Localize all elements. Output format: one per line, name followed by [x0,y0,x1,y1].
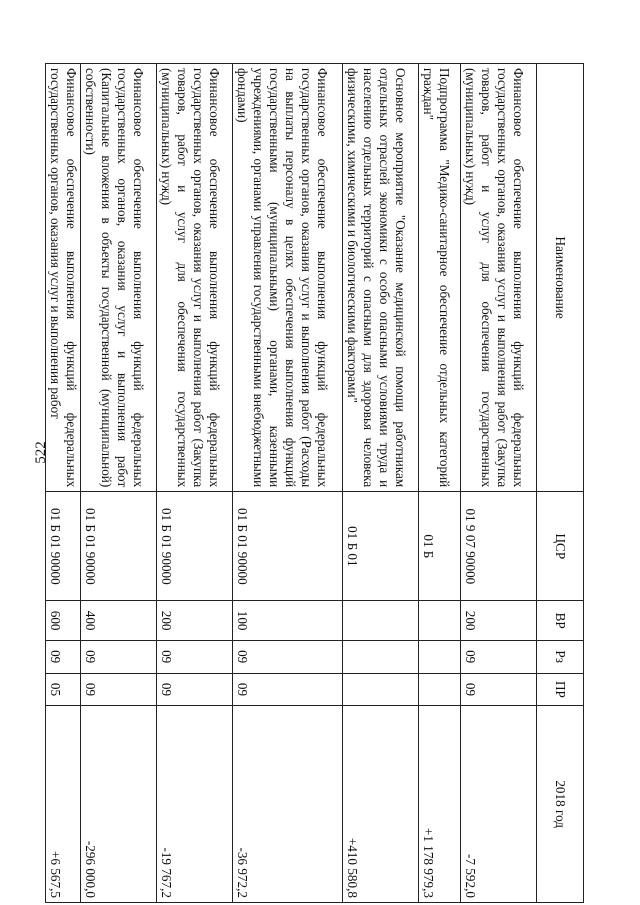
row-amount: -19 767,2 [157,706,233,903]
table-row [233,64,343,903]
row-name: Подпрограмма "Медико-санитарное обеспечение отдельных категорий граждан" [419,64,461,492]
row-name: Финансовое обеспечение выполнения функций федеральных государственных органов, оказания услуг и выполнения работ [46,64,81,492]
row-rz: 09 [81,640,157,673]
row-pr: 09 [461,673,537,706]
table-row [157,64,233,903]
table-row [46,64,81,903]
row-rz: 09 [46,640,81,673]
row-name: Финансовое обеспечение выполнения функций федеральных государственных органов, оказания услуг и выполнения работ (Закупка товаров, работ и услуг для обеспечения государственных (муниципальных) нужд) [157,64,233,492]
row-vr: 200 [157,601,233,640]
row-csr: 01 9 07 90000 [461,492,537,601]
row-rz: 09 [461,640,537,673]
row-csr: 01 Б [419,492,461,601]
row-vr: 400 [81,601,157,640]
row-pr: 09 [81,673,157,706]
row-name: Финансовое обеспечение выполнения функций федеральных государственных органов, оказания услуг и выполнения работ (Расходы на выплаты персоналу в целях обеспечения выполнения функций государственными (муниципальными) органами, казенными учреждениями, органами управления государственными внебюджетными фондами) [233,64,343,492]
table-row [81,64,157,903]
table-header-row [537,64,584,903]
row-name: Основное мероприятие "Оказание медицинской помощи работникам отдельных отраслей экономики с особо опасными условиями труда и населению отдельных территорий с опасными для здоровья человека физическими, химическими и биологическими факторами" [343,64,419,492]
table-row [461,64,537,903]
table-row [343,64,419,903]
header-name: Наименование [537,64,584,492]
row-csr: 01 Б 01 90000 [157,492,233,601]
row-rz [419,640,461,673]
page-number-text: 522 [32,440,49,464]
row-amount: +6 567,5 [46,706,81,903]
row-vr: 200 [461,601,537,640]
row-rz: 09 [233,640,343,673]
row-pr: 05 [46,673,81,706]
header-year: 2018 год [537,706,584,903]
row-name: Финансовое обеспечение выполнения функций федеральных государственных органов, оказания услуг и выполнения работ (Капитальные вложения в объекты государственной (муниципальной) собственности) [81,64,157,492]
header-rz: Рз [537,640,584,673]
row-pr [419,673,461,706]
budget-table [45,63,584,903]
row-amount: +410 580,8 [343,706,419,903]
row-pr: 09 [233,673,343,706]
table-row [419,64,461,903]
row-vr: 600 [46,601,81,640]
row-rz [343,640,419,673]
row-rz: 09 [157,640,233,673]
rotated-page-content [48,63,584,903]
row-vr [419,601,461,640]
row-amount: -7 592,0 [461,706,537,903]
row-pr: 09 [157,673,233,706]
row-amount: +1 178 979,3 [419,706,461,903]
header-csr: ЦСР [537,492,584,601]
row-amount: -36 972,2 [233,706,343,903]
row-name: Финансовое обеспечение выполнения функций федеральных государственных органов, оказания услуг и выполнения работ (Закупка товаров, работ и услуг для обеспечения государственных (муниципальных) нужд) [461,64,537,492]
row-csr: 01 Б 01 90000 [233,492,343,601]
row-pr [343,673,419,706]
row-vr: 100 [233,601,343,640]
row-csr: 01 Б 01 90000 [81,492,157,601]
header-vr: ВР [537,601,584,640]
row-csr: 01 Б 01 [343,492,419,601]
row-vr [343,601,419,640]
row-csr: 01 Б 01 90000 [46,492,81,601]
row-amount: -296 000,0 [81,706,157,903]
header-pr: ПР [537,673,584,706]
